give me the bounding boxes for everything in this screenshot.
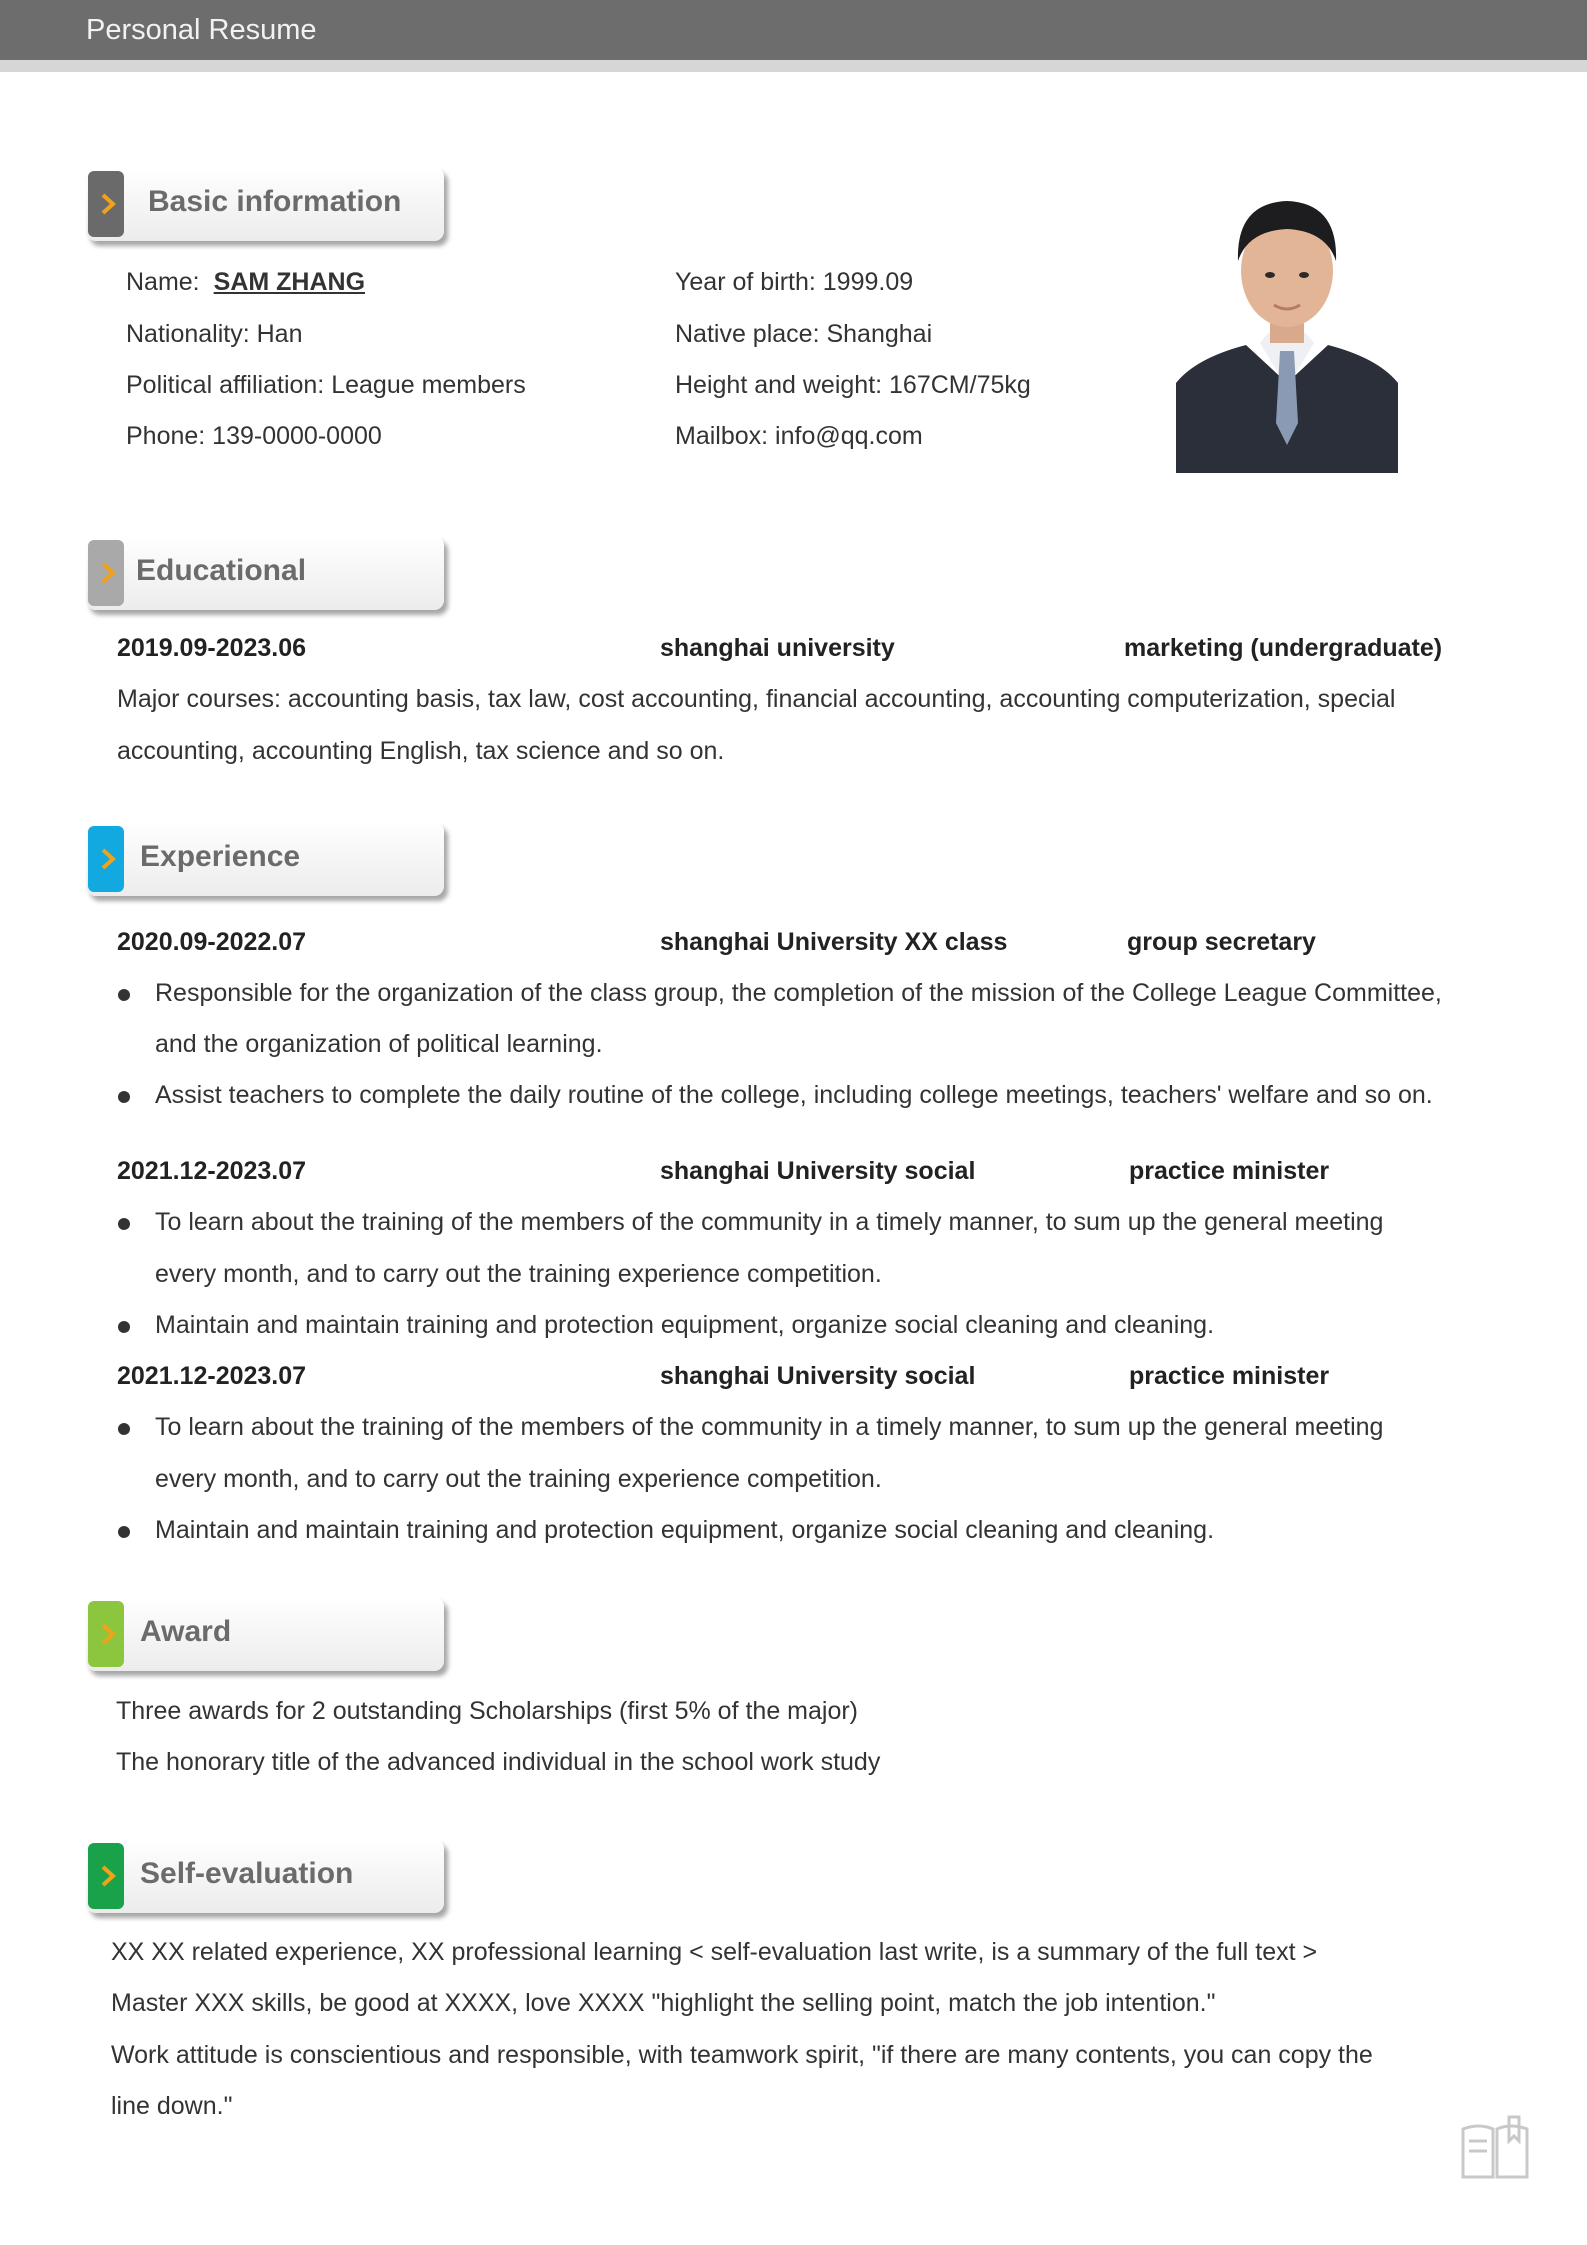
- experience-org: shanghai University social: [660, 1362, 976, 1390]
- experience-org: shanghai University social: [660, 1157, 976, 1185]
- education-major: marketing (undergraduate): [1124, 634, 1443, 662]
- section-tab: [88, 171, 124, 237]
- chevron-right-icon: [97, 193, 119, 215]
- section-header-education: [86, 536, 444, 610]
- section-title: Self-evaluation: [140, 1857, 354, 1890]
- chevron-right-icon: [97, 1865, 119, 1887]
- section-header-basic: [86, 167, 444, 241]
- experience-period: 2020.09-2022.07: [117, 928, 307, 956]
- bullet-dot: [118, 1091, 130, 1103]
- document-title: Personal Resume: [86, 14, 317, 46]
- native-place: Native place: Shanghai: [675, 320, 933, 348]
- experience-bullet: Assist teachers to complete the daily routine of the college, including college meetings, teachers' welfare and so on.: [155, 1081, 1433, 1109]
- experience-bullet: To learn about the training of the members of the community in a timely manner, to sum up the general meeting: [155, 1208, 1384, 1236]
- section-tab: [88, 1843, 124, 1909]
- chevron-right-icon: [97, 562, 119, 584]
- section-title: Award: [140, 1615, 232, 1648]
- name-row: [126, 268, 365, 297]
- education-courses-cont: accounting, accounting English, tax science and so on.: [117, 737, 725, 765]
- political-affiliation: Political affiliation: League members: [126, 371, 526, 399]
- chevron-right-icon: [97, 1623, 119, 1645]
- experience-bullet-cont: every month, and to carry out the training experience competition.: [155, 1260, 882, 1288]
- section-title: Basic information: [148, 185, 402, 218]
- experience-bullet-cont: every month, and to carry out the training experience competition.: [155, 1465, 882, 1493]
- section-tab: [88, 1601, 124, 1667]
- experience-bullet: Responsible for the organization of the class group, the completion of the mission of the College League Committee,: [155, 979, 1442, 1007]
- birth-year: Year of birth: 1999.09: [675, 268, 914, 296]
- experience-period: 2021.12-2023.07: [117, 1157, 307, 1185]
- experience-role: practice minister: [1129, 1157, 1330, 1185]
- section-header-self-evaluation: [86, 1839, 444, 1913]
- bullet-dot: [118, 1321, 130, 1333]
- bullet-dot: [118, 1526, 130, 1538]
- experience-bullet: To learn about the training of the members of the community in a timely manner, to sum up the general meeting: [155, 1413, 1384, 1441]
- experience-role: practice minister: [1129, 1362, 1330, 1390]
- phone: Phone: 139-0000-0000: [126, 422, 382, 450]
- profile-photo: [1176, 183, 1398, 473]
- mailbox: Mailbox: info@qq.com: [675, 422, 923, 450]
- section-tab: [88, 826, 124, 892]
- education-courses: Major courses: accounting basis, tax law, cost accounting, financial accounting, accounting computerization, special: [117, 685, 1396, 713]
- name-value: SAM ZHANG: [213, 268, 366, 296]
- education-period: 2019.09-2023.06: [117, 634, 307, 662]
- height-weight: Height and weight: 167CM/75kg: [675, 371, 1031, 399]
- self-evaluation-line: Master XXX skills, be good at XXXX, love XXXX "highlight the selling point, match the job intention.": [111, 1989, 1216, 2017]
- bullet-dot: [118, 989, 130, 1001]
- self-evaluation-line: line down.": [111, 2092, 233, 2120]
- experience-role: group secretary: [1127, 928, 1316, 956]
- education-school: shanghai university: [660, 634, 895, 662]
- experience-bullet: Maintain and maintain training and protection equipment, organize social cleaning and cleaning.: [155, 1516, 1215, 1544]
- self-evaluation-line: Work attitude is conscientious and responsible, with teamwork spirit, "if there are many contents, you can copy the: [111, 2041, 1373, 2069]
- bullet-dot: [118, 1218, 130, 1230]
- section-title: Experience: [140, 840, 301, 873]
- name-label: Name:: [126, 268, 200, 296]
- section-header-award: [86, 1597, 444, 1671]
- section-header-experience: [86, 822, 444, 896]
- chevron-right-icon: [97, 848, 119, 870]
- self-evaluation-line: XX XX related experience, XX professional learning < self-evaluation last write, is a summary of the full text >: [111, 1938, 1318, 1966]
- experience-org: shanghai University XX class: [660, 928, 1008, 956]
- experience-period: 2021.12-2023.07: [117, 1362, 307, 1390]
- award-item: The honorary title of the advanced individual in the school work study: [116, 1748, 881, 1776]
- experience-bullet: Maintain and maintain training and protection equipment, organize social cleaning and cleaning.: [155, 1311, 1215, 1339]
- nationality: Nationality: Han: [126, 320, 303, 348]
- section-tab: [88, 540, 124, 606]
- bullet-dot: [118, 1423, 130, 1435]
- book-icon: [1459, 2115, 1531, 2183]
- experience-bullet-cont: and the organization of political learning.: [155, 1030, 603, 1058]
- award-item: Three awards for 2 outstanding Scholarships (first 5% of the major): [116, 1697, 859, 1725]
- top-bar: [0, 0, 1587, 72]
- section-title: Educational: [136, 554, 307, 587]
